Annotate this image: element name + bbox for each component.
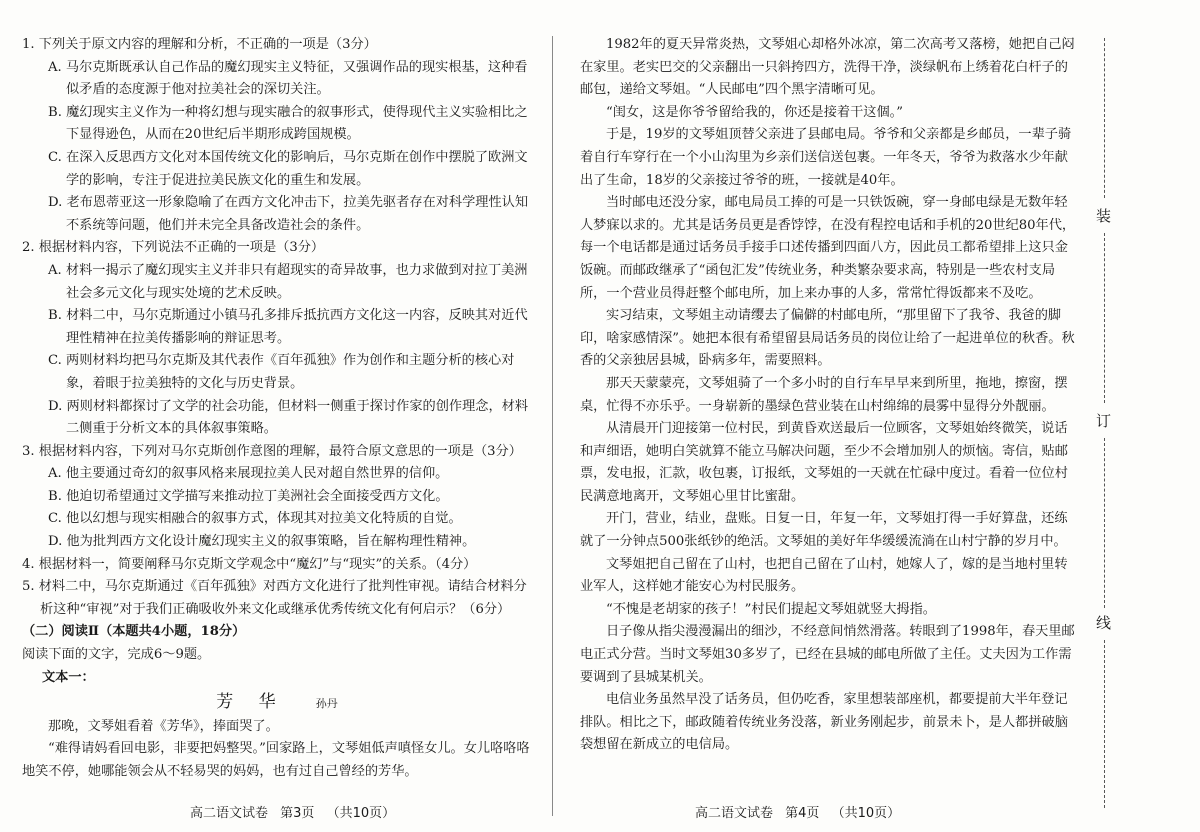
- page-divider: [552, 36, 553, 816]
- binding-dash: [1104, 38, 1105, 198]
- story-title-row: [22, 691, 532, 716]
- question-stem: 3. 根据材料内容，下列对马尔克斯创作意图的理解，最符合原文意思的一项是（3分）: [22, 443, 522, 459]
- footer-subject: 高二语文试卷: [190, 806, 269, 821]
- question-option: B. 魔幻现实主义作为一种将幻想与现实融合的叙事形式，使得现代主义实验相比之下显得逊色，从而在20世纪后半期形成跨国规模。: [48, 104, 528, 143]
- page-footer: [190, 802, 403, 821]
- left-page: [0, 0, 545, 832]
- story-paragraph: 当时邮电还没分家，邮电局员工捧的可是一只铁饭碗，穿一身邮电绿是无数年轻人梦寐以求的。尤其是话务员更是香饽饽，在没有程控电话和手机的20世纪80年代，每一个电话都是通过话务员手接手口述传播到四面八方，因此员工都希望排上这只金饭碗。而邮政继承了“函包汇发”传统业务，种类繁杂要求高，特别是一些农村支局所，一个营业员得赶整个邮电所，加上来办事的人多，常常忙得饭都来不及吃。: [580, 195, 1076, 301]
- question-option: D. 两则材料都探讨了文学的社会功能，但材料一侧重于探讨作家的创作理念，材料二侧重于分析文本的具体叙事策略。: [48, 398, 529, 437]
- question-stem: 4. 根据材料一，简要阐释马尔克斯文学观念中“魔幻”与“现实”的关系。（4分）: [22, 556, 477, 572]
- story-paragraph: 于是，19岁的文琴姐顶替父亲进了县邮电局。爷爷和父亲都是乡邮员，一辈子骑着自行车穿行在一个小山沟里为乡亲们送信送包裹。一年冬天，爷爷为救落水少年献出了生命，18岁的父亲接过爷爷的班，一接就是40年。: [580, 127, 1072, 188]
- left-column: [22, 34, 532, 784]
- binding-dash: [1104, 640, 1105, 808]
- footer-total: （共10页）: [831, 806, 901, 821]
- footer-total: （共10页）: [326, 806, 396, 821]
- story-author: 孙丹: [315, 697, 338, 711]
- question-option: C. 在深入反思西方文化对本国传统文化的影响后，马尔克斯在创作中摆脱了欧洲文学的影响，专注于促进拉美民族文化的重生和发展。: [48, 149, 528, 188]
- question-option: D. 老布恩蒂亚这一形象隐喻了在西方文化冲击下，拉美先驱者存在对科学理性认知不系统等问题，他们并未完全具备改造社会的条件。: [48, 195, 529, 233]
- question-option: D. 他为批判西方文化设计魔幻现实主义的叙事策略，旨在解构理性精神。: [48, 534, 476, 550]
- binding-dash: [1104, 233, 1105, 403]
- question-option: B. 材料二中，马尔克斯通过小镇马孔多排斥抵抗西方文化这一内容，反映其对近代理性精神在拉美传播影响的辩证思考。: [48, 308, 528, 346]
- footer-page: 第3页: [280, 806, 315, 821]
- footer-page: 第4页: [785, 806, 820, 821]
- story-paragraph: “难得请妈看回电影，非要把妈整哭。”回家路上，文琴姐低声嗔怪女儿。女儿咯咯咯地笑不停，她哪能领会从不轻易哭的妈妈，也有过自己曾经的芳华。: [22, 741, 530, 779]
- story-paragraph: 那晚，文琴姐看着《芳华》，捧面哭了。: [48, 718, 279, 734]
- story-title: 芳 华: [216, 692, 286, 713]
- story-paragraph: 1982年的夏天异常炎热，文琴姐心却格外冰凉，第二次高考又落榜，她把自己闷在家里。老实巴交的父亲翻出一只斜挎四方，洗得干净，淡绿帆布上绣着花白杆子的邮包，递给文琴姐。“人民邮电”四个黑字清晰可见。: [580, 37, 1075, 98]
- story-paragraph: 从清晨开门迎接第一位村民，到黄昏欢送最后一位顾客，文琴姐始终微笑，说话和声细语，她明白笑就算不能立马解决问题，至少不会增加别人的烦恼。寄信，贴邮票，发电报，汇款，收包裹，订报纸，文琴姐的一天就在忙碌中度过。看着一位位村民满意地离开，文琴姐心里甘比蜜甜。: [580, 421, 1068, 504]
- story-paragraph: 文琴姐把自己留在了山村，也把自己留在了山村，她嫁人了，嫁的是当地村里转业军人，这样她才能安心为村民服务。: [580, 556, 1068, 595]
- question-stem: 2. 根据材料内容，下列说法不正确的一项是（3分）: [22, 240, 325, 256]
- question-option: C. 他以幻想与现实相融合的叙事方式，体现其对拉美文化特质的自觉。: [48, 511, 462, 527]
- binding-char: 装: [1096, 203, 1111, 228]
- reading-instruction: 阅读下面的文字，完成6～9题。: [22, 647, 211, 663]
- footer-subject: 高二语文试卷: [695, 806, 774, 821]
- question-option: A. 他主要通过奇幻的叙事风格来展现拉美人民对超自然世界的信仰。: [48, 466, 449, 482]
- binding-char: 线: [1096, 610, 1111, 635]
- question-option: A. 马尔克斯既承认自己作品的魔幻现实主义特征，又强调作品的现实根基，这种看似矛盾的态度源于他对拉美社会的深切关注。: [48, 59, 528, 98]
- story-paragraph: 电信业务虽然早没了话务员，但仍吃香，家里想装部座机，都要提前大半年登记排队。相比之下，邮政随着传统业务没落，新业务刚起步，前景未卜，是人都拼破脑袋想留在新成立的电信局。: [580, 692, 1068, 753]
- right-column: [580, 34, 1078, 757]
- story-paragraph: 实习结束，文琴姐主动请缨去了偏僻的村邮电所，“那里留下了我爷、我爸的脚印，啥家感情深”。她把本很有希望留县局话务员的岗位让给了一起进单位的秋香。秋香的父亲独居县城，卧病多年，需要照料。: [580, 308, 1075, 369]
- question-option: B. 他迫切希望通过文学描写来推动拉丁美洲社会全面接受西方文化。: [48, 488, 449, 504]
- binding-dash: [1104, 438, 1105, 608]
- story-paragraph: “闺女，这是你爷爷留给我的，你还是接着干这個。”: [606, 104, 904, 120]
- binding-line: [1095, 38, 1115, 808]
- question-option: A. 材料一揭示了魔幻现实主义并非只有超现实的奇异故事，也力求做到对拉丁美洲社会多元文化与现实处境的艺术反映。: [48, 262, 528, 301]
- story-paragraph: “不愧是老胡家的孩子！”村民们提起文琴姐就竖大拇指。: [606, 601, 936, 617]
- section-heading: （二）阅读Ⅱ（本题共4小题，18分）: [22, 624, 246, 640]
- question-list: [22, 34, 532, 621]
- binding-char: 订: [1096, 408, 1111, 433]
- question-stem: 5. 材料二中，马尔克斯通过《百年孤独》对西方文化进行了批判性审视。请结合材料分析这种“审视”对于我们正确吸收外来文化或继承优秀传统文化有何启示？（6分）: [22, 579, 527, 617]
- page-footer: [695, 802, 908, 821]
- story-paragraph: 开门，营业，结业，盘账。日复一日，年复一年，文琴姐打得一手好算盘，还练就了一分钟点500张纸钞的绝活。文琴姐的美好年华缓缓流淌在山村宁静的岁月中。: [580, 511, 1068, 550]
- right-page: [560, 0, 1080, 832]
- question-stem: 1. 下列关于原文内容的理解和分析，不正确的一项是（3分）: [22, 37, 377, 52]
- text-label: 文本一：: [42, 669, 95, 685]
- story-paragraph: 日子像从指尖漫漫漏出的细沙，不经意间悄然滑落。转眼到了1998年，春天里邮电正式分营。当时文琴姐30多岁了，已经在县城的邮电所做了主任。丈夫因为工作需要调到了县城某机关。: [580, 624, 1075, 685]
- story-paragraph: 那天天蒙蒙亮，文琴姐骑了一个多小时的自行车早早来到所里，拖地，擦窗，摆桌，忙得不亦乐乎。一身崭新的墨绿色营业装在山村绵绵的晨雾中显得分外靓丽。: [580, 375, 1068, 414]
- question-option: C. 两则材料均把马尔克斯及其代表作《百年孤独》作为创作和主题分析的核心对象，着眼于拉美独特的文化与历史背景。: [48, 353, 515, 391]
